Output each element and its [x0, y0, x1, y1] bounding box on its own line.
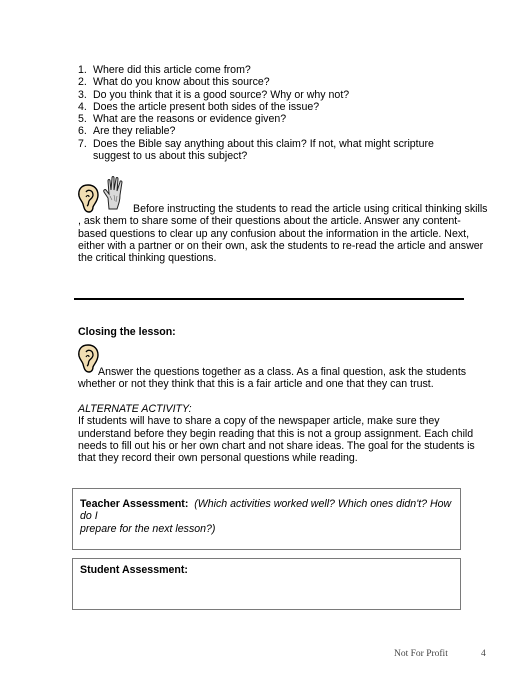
list-item: 7. Does the Bible say anything about this claim? If not, what might scripture suggest to us about this subject? [78, 137, 434, 163]
student-assessment-label: Student Assessment: [80, 564, 188, 576]
page-number: 4 [481, 649, 486, 659]
alternate-heading: ALTERNATE ACTIVITY: [78, 403, 192, 415]
closing-paragraph: Answer the questions together as a class. As a final question, ask the students whether or not they think that this is a fair article and one that they can trust. [78, 366, 467, 391]
question-list [78, 64, 458, 162]
list-item: 4. Does the article present both sides of the issue? [78, 100, 320, 113]
list-item: 3. Do you think that it is a good source? Why or why not? [78, 88, 350, 101]
section-divider [74, 298, 464, 300]
alternate-activity: ALTERNATE ACTIVITY: If students will have to share a copy of the newspaper article, make sure they understand before they begin reading that this is not a group assignment. Each child needs to fill out his or her own chart and not share ideas. The goal for the students is that they record their own personal questions while reading. [78, 403, 490, 464]
list-item: 5. What are the reasons or evidence given? [78, 113, 287, 126]
list-item: 2. What do you know about this source? [78, 76, 270, 89]
teacher-assessment-box[interactable] [72, 488, 461, 550]
list-item: 6. Are they reliable? [78, 125, 176, 138]
closing-heading: Closing the lesson: [78, 326, 176, 338]
instruction-paragraph: Before instructing the students to read the article using critical thinking skills , ask them to share some of their questions about the article. Answer any content- based questions to clear up any confusion about the information in the article. Next, either with a partner or on their own, ask the students to re-read the article and answer the critical thinking questions. [78, 203, 488, 265]
list-item: 1. Where did this article come from? [78, 64, 251, 76]
student-assessment-box[interactable] [72, 558, 461, 610]
footer-text: Not For Profit [394, 649, 448, 659]
teacher-assessment-prompt-cont: prepare for the next lesson?) [80, 522, 216, 535]
teacher-assessment-prompt: (Which activities worked well? Which ones didn't? How do I [80, 498, 452, 523]
teacher-assessment-label: Teacher Assessment: [80, 498, 189, 510]
